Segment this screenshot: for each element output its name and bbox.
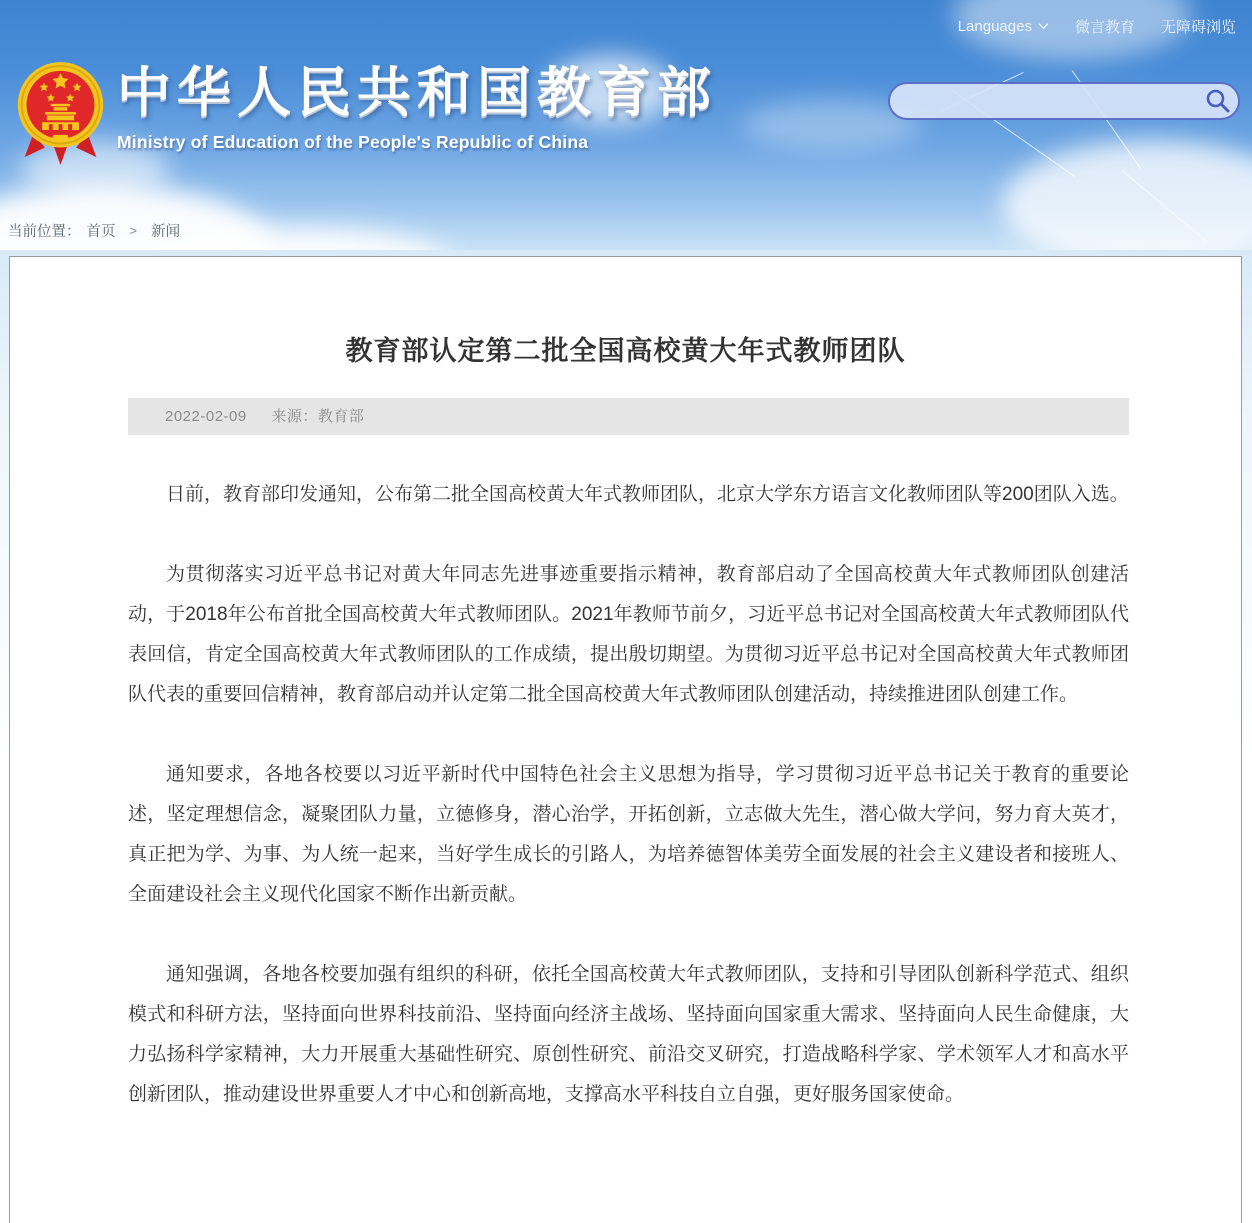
search-input[interactable]: [906, 86, 1198, 116]
weiyan-jiaoyu-link[interactable]: 微言教育: [1074, 19, 1135, 36]
site-brand[interactable]: [12, 58, 717, 170]
search-box: [888, 82, 1240, 120]
article-paragraph: 通知要求，各地各校要以习近平新时代中国特色社会主义思想为指导，学习贯彻习近平总书记关于教育的重要论述，坚定理想信念，凝聚团队力量，立德修身，潜心治学，开拓创新，立志做大先生，潜心做大学问，努力育大英才，真正把为学、为事、为人统一起来，当好学生成长的引路人，为培养德智体美劳全面发展的社会主义建设者和接班人、全面建设社会主义现代化国家不断作出新贡献。: [128, 764, 1129, 905]
article-paragraph: 为贯彻落实习近平总书记对黄大年同志先进事迹重要指示精神，教育部启动了全国高校黄大年式教师团队创建活动，于2018年公布首批全国高校黄大年式教师团队。2021年教师节前夕，习近平总书记对全国高校黄大年式教师团队代表回信，肯定全国高校黄大年式教师团队的工作成绩，提出殷切期望。为贯彻习近平总书记对全国高校黄大年式教师团队代表的重要回信精神，教育部启动并认定第二批全国高校黄大年式教师团队创建活动，持续推进团队创建工作。: [128, 564, 1129, 705]
breadcrumb-current-link[interactable]: 新闻: [151, 224, 181, 240]
chevron-down-icon: [1038, 23, 1049, 30]
article-body: [128, 475, 1129, 1115]
article-paragraph: 通知强调，各地各校要加强有组织的科研，依托全国高校黄大年式教师团队，支持和引导团队创新科学范式、组织模式和科研方法，坚持面向世界科技前沿、坚持面向经济主战场、坚持面向国家重大需求、坚持面向人民生命健康，大力弘扬科学家精神，大力开展重大基础性研究、原创性研究、前沿交叉研究，打造战略科学家、学术领军人才和高水平创新团队，推动建设世界重要人才中心和创新高地，支撑高水平科技自立自强，更好服务国家使命。: [128, 964, 1129, 1105]
search-button[interactable]: [1198, 84, 1238, 118]
languages-menu[interactable]: [958, 18, 1049, 35]
article-card: [9, 256, 1242, 1223]
breadcrumb-home-link[interactable]: 首页: [86, 224, 116, 240]
site-header: [0, 0, 1252, 250]
breadcrumb-label: 当前位置：: [8, 224, 81, 240]
national-emblem-logo: [12, 58, 109, 170]
brand-text: [117, 58, 717, 153]
languages-label: Languages: [957, 18, 1032, 35]
article-title: 教育部认定第二批全国高校黄大年式教师团队: [345, 336, 906, 366]
article-date: 2022-02-09: [165, 408, 247, 425]
utility-nav: [958, 16, 1236, 37]
site-title-chinese: 中华人民共和国教育部: [117, 63, 717, 123]
site-title-english: Ministry of Education of the People's Republic of China: [117, 132, 589, 152]
breadcrumb: [8, 220, 180, 241]
article-meta-bar: [128, 398, 1129, 435]
breadcrumb-separator: >: [129, 223, 138, 238]
article-source: 来源：教育部: [271, 408, 365, 425]
cloud-decoration: [1002, 140, 1252, 250]
article-paragraph: 日前，教育部印发通知，公布第二批全国高校黄大年式教师团队，北京大学东方语言文化教师团队等200团队入选。: [166, 484, 1129, 505]
accessibility-link[interactable]: 无障碍浏览: [1160, 19, 1236, 36]
search-icon: [1205, 88, 1231, 114]
